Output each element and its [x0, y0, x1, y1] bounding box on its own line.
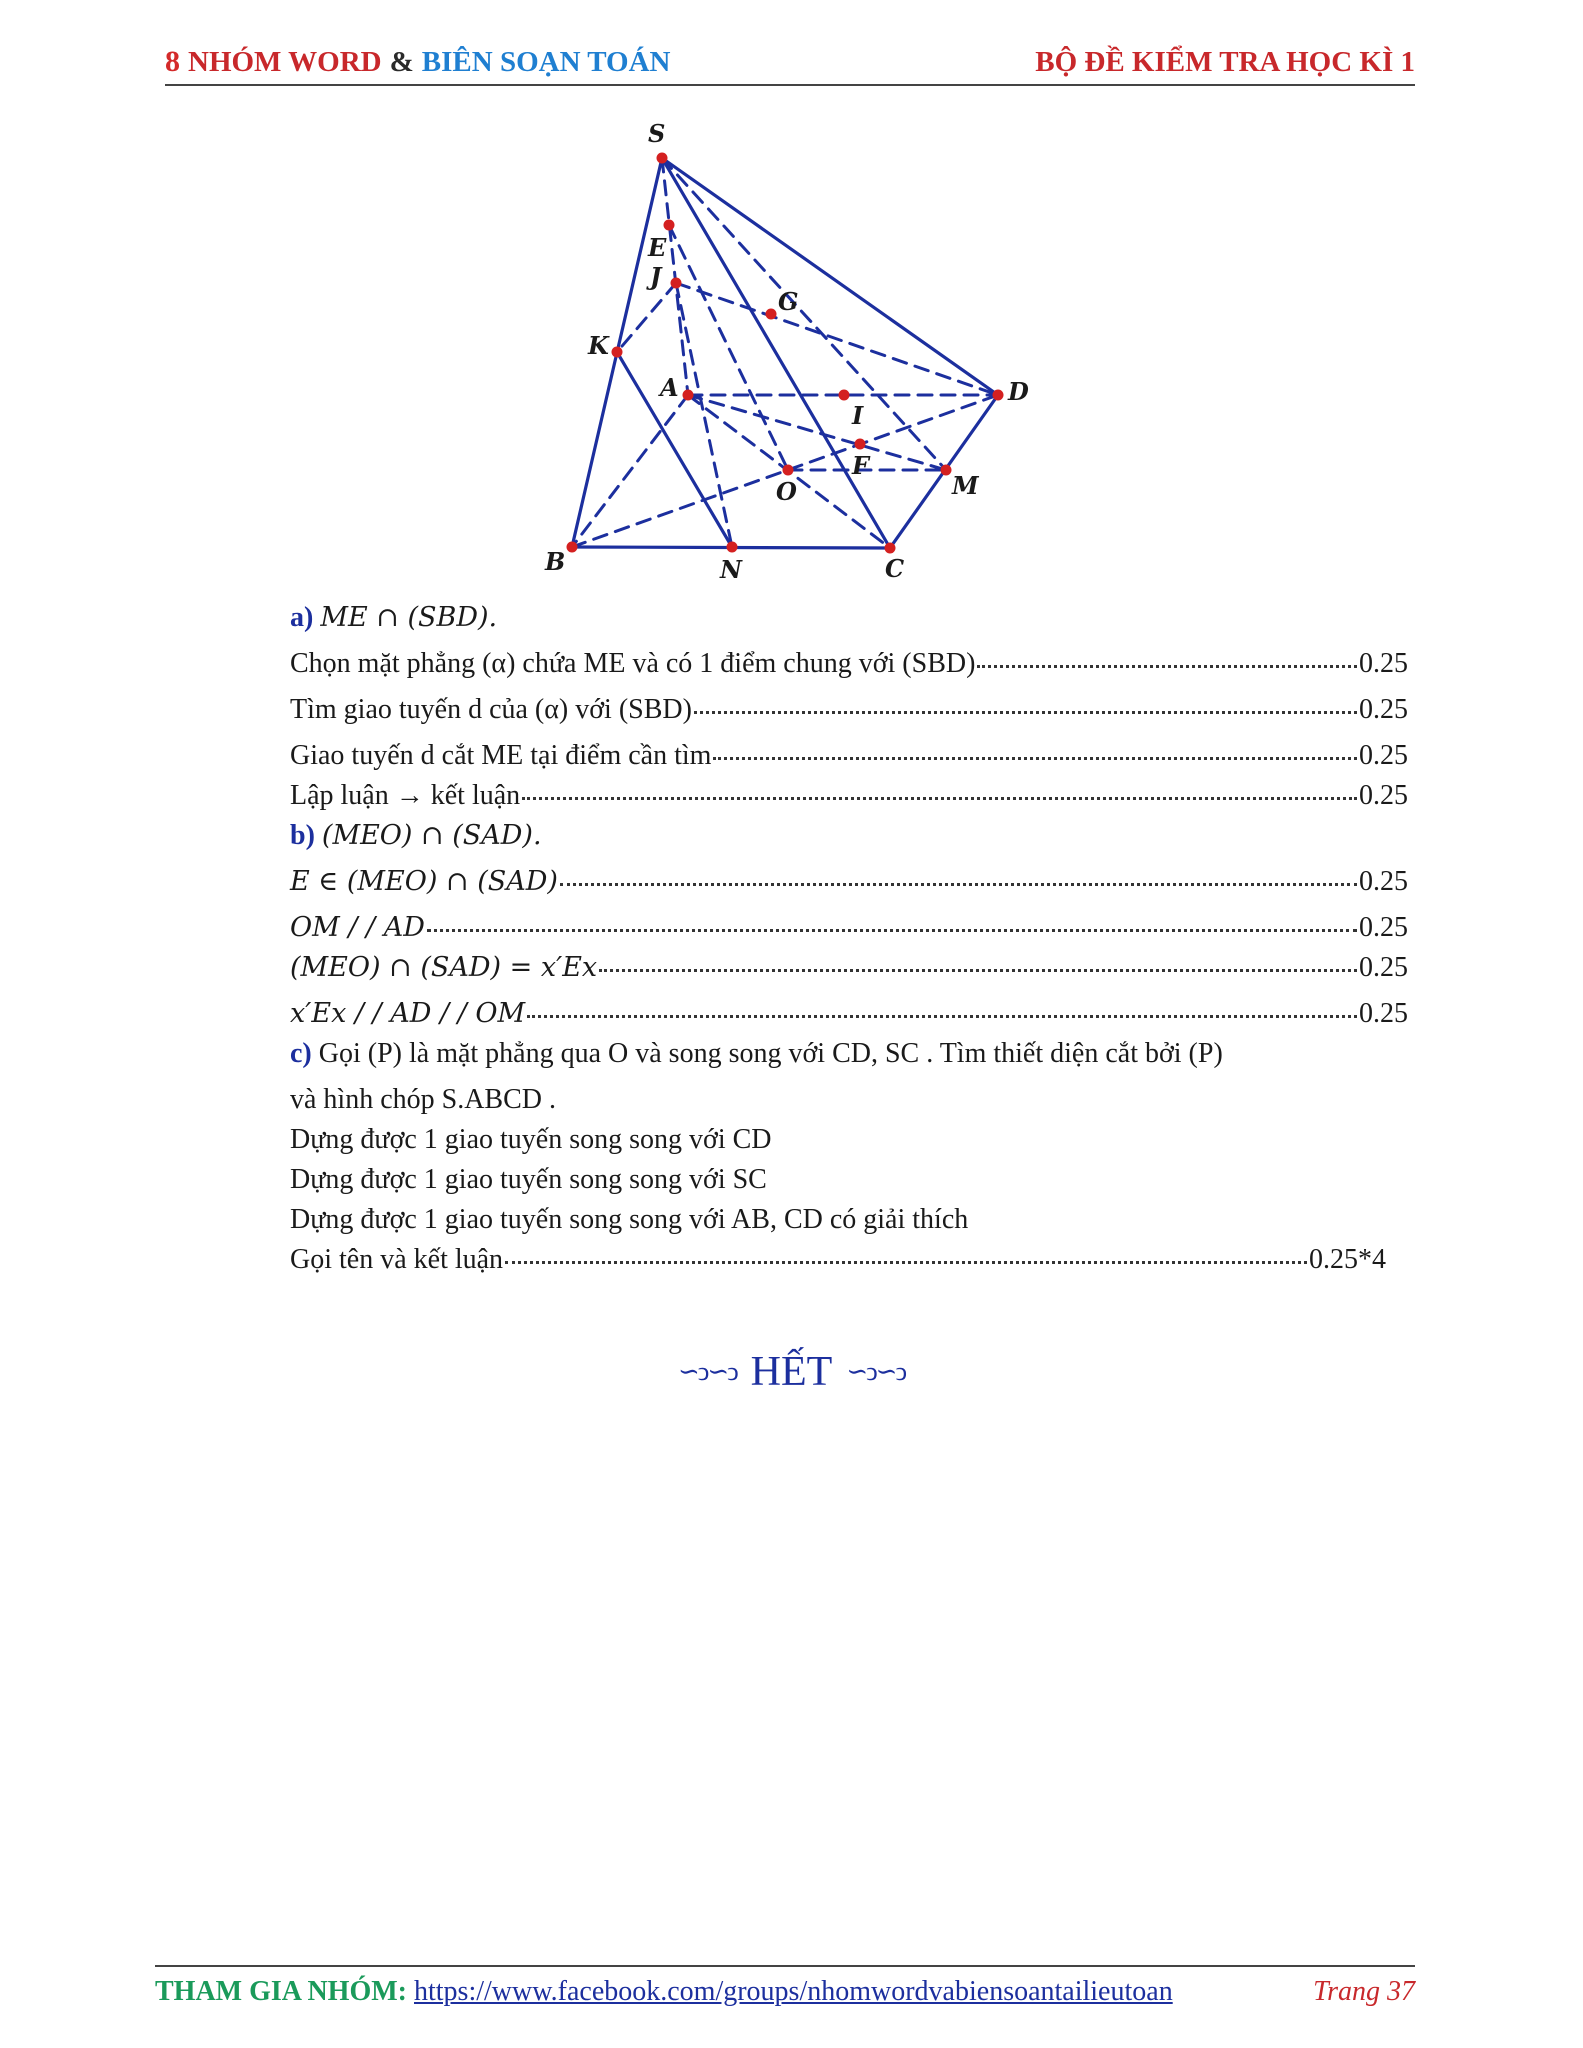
point-s [657, 153, 668, 164]
point-k [612, 347, 623, 358]
dot-leader [522, 797, 1357, 800]
ornament-left-icon: ∽ↄ∽ↄ [678, 1357, 737, 1386]
header-brand [165, 45, 671, 79]
point-o [783, 465, 794, 476]
label-n: N [720, 555, 742, 584]
brand-part-1: NHÓM WORD [188, 45, 382, 78]
row-text: OM / / AD [290, 912, 425, 943]
page-header [165, 40, 1415, 86]
point-b [567, 542, 578, 553]
point-m [941, 465, 952, 476]
part-a-row-4 [290, 776, 1408, 816]
dot-leader [505, 1261, 1307, 1264]
row-score: 0.25 [1359, 998, 1408, 1029]
row-score: 0.25*4 [1309, 1244, 1386, 1275]
brand-part-2: BIÊN SOẠN TOÁN [421, 45, 671, 78]
dot-leader [694, 711, 1357, 714]
row-score: 0.25 [1359, 952, 1408, 983]
part-a-row-2 [290, 690, 1408, 730]
dot-leader [713, 757, 1357, 760]
end-mark [0, 1348, 1583, 1396]
ornament-right-icon: ∽ↄ∽ↄ [846, 1357, 905, 1386]
point-f [855, 439, 866, 450]
brand-amp: & [389, 45, 414, 78]
part-c-line-1 [290, 1034, 1408, 1074]
solution-content [290, 598, 1408, 1280]
row-text: x′Ex / / AD / / OM [290, 998, 526, 1029]
row-text: Gọi tên và kết luận [290, 1244, 504, 1275]
row-score: 0.25 [1359, 866, 1408, 897]
label-m: M [952, 471, 979, 500]
part-b-row-2 [290, 908, 1408, 948]
dot-leader [427, 929, 1357, 932]
part-c-label: c) [290, 1038, 312, 1069]
label-k: K [588, 331, 609, 360]
label-c: C [885, 554, 905, 583]
part-c-step-3 [290, 1200, 1408, 1240]
row-text: (MEO) ∩ (SAD) = x′Ex [290, 952, 598, 983]
part-b-row-3 [290, 948, 1408, 988]
part-c-question-cont: và hình chóp S.ABCD . [290, 1084, 556, 1115]
join-label: THAM GIA NHÓM: [155, 1976, 407, 2007]
part-c-step-1 [290, 1120, 1408, 1160]
part-b-label: b) [290, 820, 315, 851]
point-n [727, 542, 738, 553]
part-c-step-2 [290, 1160, 1408, 1200]
dot-leader [527, 1015, 1357, 1018]
row-score: 0.25 [1359, 780, 1408, 811]
label-j: J [650, 262, 662, 291]
part-a-heading [290, 598, 1408, 638]
dot-leader [599, 969, 1357, 972]
row-text: Tìm giao tuyến d của (α) với (SBD) [290, 694, 692, 725]
point-i [839, 390, 850, 401]
row-score: 0.25 [1359, 740, 1408, 771]
part-b-title: (MEO) ∩ (SAD). [321, 820, 542, 851]
dot-leader [560, 883, 1357, 886]
row-score: 0.25 [1359, 648, 1408, 679]
label-i: I [852, 401, 864, 430]
row-text: Lập luận → kết luận [290, 780, 521, 811]
group-link[interactable]: https://www.facebook.com/groups/nhomwordvabiensoantailieutoan [414, 1976, 1173, 2007]
part-a-title: ME ∩ (SBD). [320, 602, 498, 633]
part-c-line-2 [290, 1080, 1408, 1120]
label-f: F [852, 451, 870, 480]
row-text: Giao tuyến d cắt ME tại điểm cần tìm [290, 740, 712, 771]
part-b-heading [290, 816, 1408, 856]
step-text: Dựng được 1 giao tuyến song song với SC [290, 1164, 767, 1195]
point-d [993, 390, 1004, 401]
row-text: Chọn mặt phẳng (α) chứa ME và có 1 điểm chung với (SBD) [290, 648, 976, 679]
label-s: S [648, 119, 666, 148]
step-text: Dựng được 1 giao tuyến song song với CD [290, 1124, 772, 1155]
step-text: Dựng được 1 giao tuyến song song với AB, CD có giải thích [290, 1204, 969, 1235]
dot-leader [977, 665, 1357, 668]
logo-icon: 8 [165, 45, 180, 78]
pyramid-figure [520, 110, 1060, 600]
label-d: D [1008, 377, 1029, 406]
edge-sd [662, 158, 998, 395]
point-g [766, 309, 777, 320]
end-text: HẾT [750, 1349, 833, 1395]
row-text: E ∈ (MEO) ∩ (SAD) [290, 866, 558, 897]
part-a-label: a) [290, 602, 314, 633]
point-j [671, 278, 682, 289]
page-footer [155, 1965, 1415, 2017]
part-a-row-3 [290, 736, 1408, 776]
part-c-final [290, 1240, 1408, 1280]
label-g: G [778, 287, 799, 316]
row-score: 0.25 [1359, 694, 1408, 725]
header-title: BỘ ĐỀ KIỂM TRA HỌC KÌ 1 [1035, 45, 1415, 78]
part-c-question: Gọi (P) là mặt phẳng qua O và song song với CD, SC . Tìm thiết diện cắt bởi (P) [318, 1038, 1223, 1069]
label-o: O [776, 477, 797, 506]
part-b-row-1 [290, 862, 1408, 902]
point-a [683, 390, 694, 401]
hidden-eo [669, 225, 788, 470]
label-a: A [660, 373, 679, 402]
part-b-row-4 [290, 994, 1408, 1034]
point-e [664, 220, 675, 231]
page-number: Trang 37 [1313, 1976, 1415, 2007]
point-c [885, 543, 896, 554]
footer-left [155, 1976, 1173, 2008]
label-e: E [648, 233, 667, 262]
row-score: 0.25 [1359, 912, 1408, 943]
label-b: B [545, 547, 566, 576]
part-a-row-1 [290, 644, 1408, 684]
